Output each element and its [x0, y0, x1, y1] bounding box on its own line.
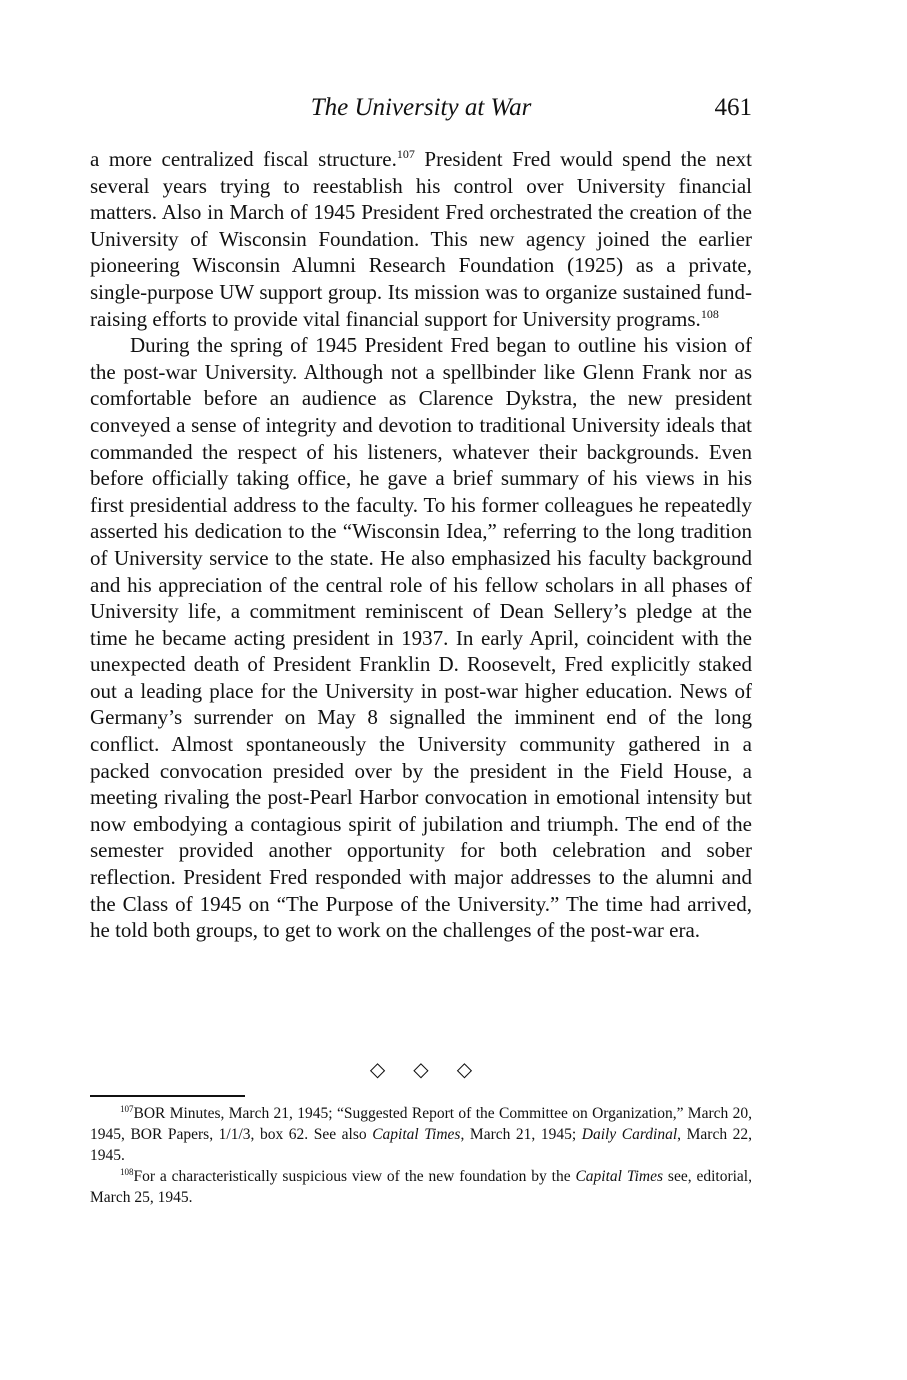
text-segment: BOR Minutes, March 21, 1945; “Suggested Report of the Committee on Organization,” March 20, 1945, BOR Papers, 1/1/3, box 62. See also — [90, 1105, 752, 1143]
text-segment: , March 21, 1945; — [460, 1126, 582, 1143]
italic-title: Capital Times — [575, 1168, 664, 1185]
section-break — [90, 1055, 752, 1083]
paragraph — [90, 146, 752, 332]
footnote-ref: 107 — [396, 147, 415, 161]
text-segment: For a characteristically suspicious view of the new foundation by the — [133, 1168, 576, 1185]
page-number: 461 — [714, 94, 752, 121]
footnote-number: 107 — [120, 1104, 134, 1114]
body-text — [90, 146, 752, 944]
italic-title: Capital Times — [372, 1126, 461, 1143]
footnote-ref: 108 — [700, 306, 719, 321]
diamond-icon: ◇ — [413, 1057, 429, 1081]
text-segment: During the spring of 1945 President Fred began to outline his vision of the post-war University. Although not a spellbinder like Glenn Frank nor as comfortable before an audience as Clarence Dykstra, the new president conveyed a sense of integrity and devotion to traditional University ideals that commanded the respect of his listeners, whatever their backgrounds. Even before officially taking office, he gave a brief summary of his views in his first presidential address to the faculty. To his former colleagues he repeatedly asserted his dedication to the “Wisconsin Idea,” referring to the long tradition of University service to the state. He also emphasized his faculty background and his appreciation of the central role of his fellow scholars in all phases of University life, a commitment reminiscent of Dean Sellery’s pledge at the time he became acting president in 1937. In early April, coincident with the unexpected death of President Franklin D. Roosevelt, Fred explicitly staked out a leading place for the University in post-war higher education. News of Germany’s surrender on May 8 signalled the imminent end of the long conflict. Almost spontaneously the University community gathered in a packed convocation presided over by the president in the Field House, a meeting rivaling the post-Pearl Harbor convocation in emotional intensity but now embodying a contagious spirit of jubilation and triumph. The end of the semester provided another opportunity for both celebration and sober reflection. President Fred responded with major addresses to the alumni and the Class of 1945 on “The Purpose of the University.” The time had arrived, he told both groups, to get to work on the challenges of the post-war era. — [90, 333, 752, 943]
footnote — [90, 1166, 752, 1208]
paragraph — [90, 332, 752, 944]
running-title: The University at War — [310, 94, 532, 121]
text-segment: see, editorial, March 25, 1945. — [90, 1168, 752, 1206]
diamond-icon: ◇ — [369, 1057, 386, 1081]
running-header — [90, 88, 752, 128]
text-segment: President Fred would spend the next several years trying to reestablish his control over University financial matters. Also in March of 1945 President Fred orchestrated the creation of the University of Wisconsin Foundation. This new agency joined the earlier pioneering Wisconsin Alumni Research Foundation (1925) as a private, single-purpose UW support group. Its mission was to organize sustained fund-raising efforts to provide vital financial support for University programs. — [90, 147, 753, 331]
footnote — [90, 1103, 752, 1166]
footnotes — [90, 1103, 752, 1208]
diamond-icon: ◇ — [456, 1057, 473, 1081]
footnote-divider — [90, 1095, 245, 1097]
italic-title: Daily Cardinal — [581, 1126, 678, 1143]
text-segment: a more centralized fiscal structure. — [90, 147, 397, 171]
footnote-number: 108 — [120, 1167, 134, 1177]
text-segment: , March 22, 1945. — [90, 1126, 753, 1164]
